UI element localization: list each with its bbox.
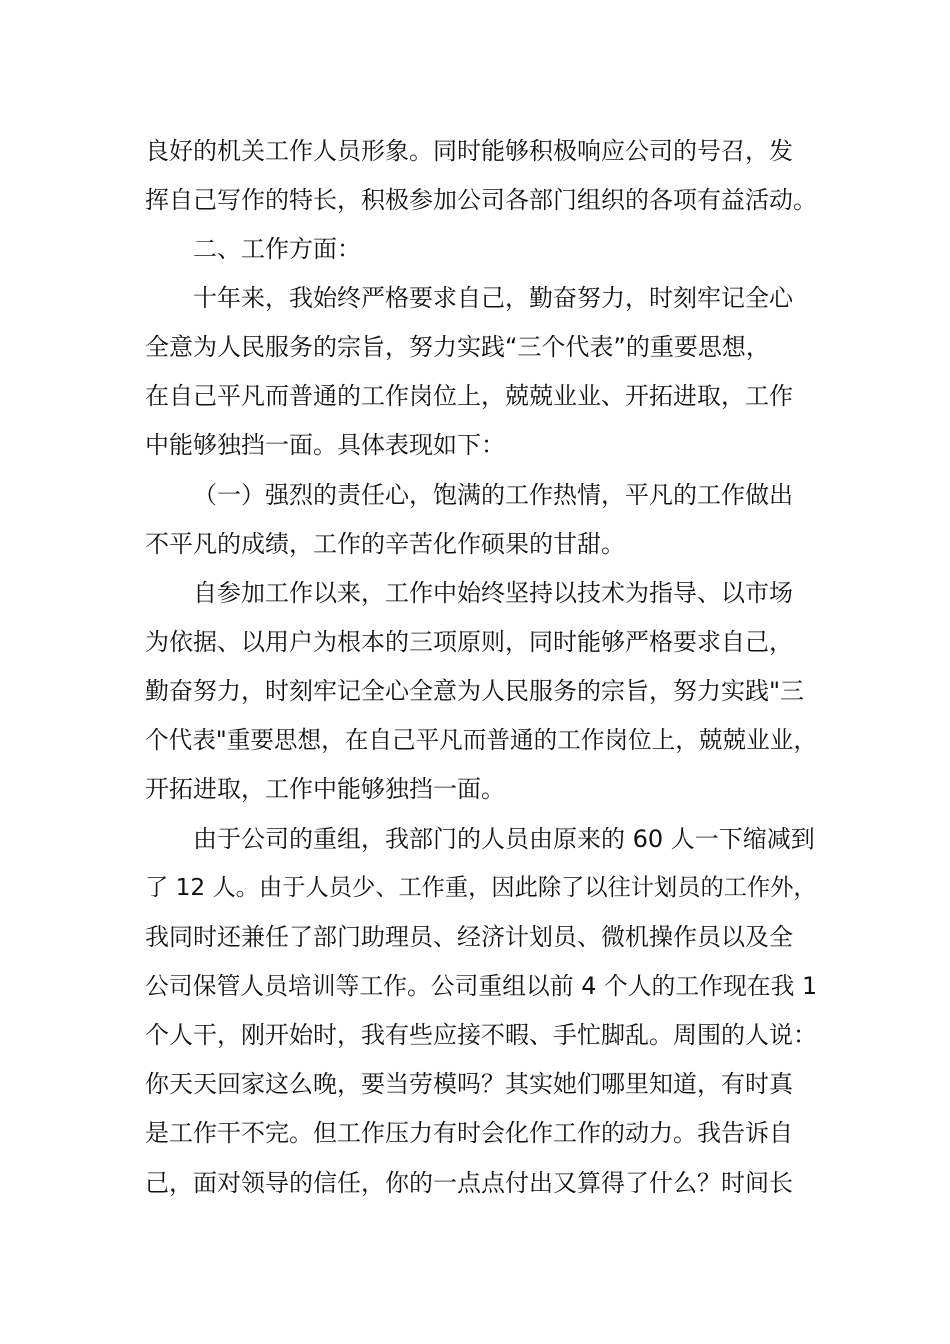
text-line: 由于公司的重组，我部门的人员由原来的 60 人一下缩减到: [193, 825, 815, 853]
text-line: 公司保管人员培训等工作。公司重组以前 4 个人的工作现在我 1: [145, 972, 818, 1000]
text-line: 己，面对领导的信任，你的一点点付出又算得了什么？时间长: [145, 1169, 793, 1197]
text-line: 在自己平凡而普通的工作岗位上，兢兢业业、开拓进取，工作: [145, 382, 793, 410]
text-line: 勤奋努力，时刻牢记全心全意为人民服务的宗旨，努力实践"三: [145, 677, 805, 705]
text-line: 自参加工作以来，工作中始终坚持以技术为指导、以市场: [193, 579, 793, 607]
text-line: 中能够独挡一面。具体表现如下：: [145, 431, 505, 459]
text-line: 是工作干不完。但工作压力有时会化作工作的动力。我告诉自: [145, 1119, 793, 1147]
text-line: 挥自己写作的特长，积极参加公司各部门组织的各项有益活动。: [145, 186, 817, 214]
text-line: 不平凡的成绩，工作的辛苦化作硕果的甘甜。: [145, 530, 625, 558]
text-line: 个人干，刚开始时，我有些应接不暇、手忙脚乱。周围的人说：: [145, 1021, 817, 1049]
text-line: 了 12 人。由于人员少、工作重，因此除了以往计划员的工作外，: [145, 874, 817, 901]
text-line: 为依据、以用户为根本的三项原则，同时能够严格要求自己，: [145, 628, 793, 656]
text-line: 开拓进取，工作中能够独挡一面。: [145, 775, 505, 803]
text-line: 良好的机关工作人员形象。同时能够积极响应公司的号召，发: [145, 137, 793, 165]
section-heading: 二、工作方面：: [193, 235, 361, 263]
text-line: 十年来，我始终严格要求自己，勤奋努力，时刻牢记全心: [193, 284, 793, 312]
text-line: 全意为人民服务的宗旨，努力实践“三个代表”的重要思想，: [145, 333, 770, 361]
subsection-heading: （一）强烈的责任心，饱满的工作热情，平凡的工作做出: [193, 481, 793, 509]
text-line: 我同时还兼任了部门助理员、经济计划员、微机操作员以及全: [145, 923, 793, 951]
text-line: 个代表"重要思想，在自己平凡而普通的工作岗位上，兢兢业业，: [145, 726, 817, 754]
text-line: 你天天回家这么晚，要当劳模吗？其实她们哪里知道，有时真: [145, 1070, 793, 1098]
